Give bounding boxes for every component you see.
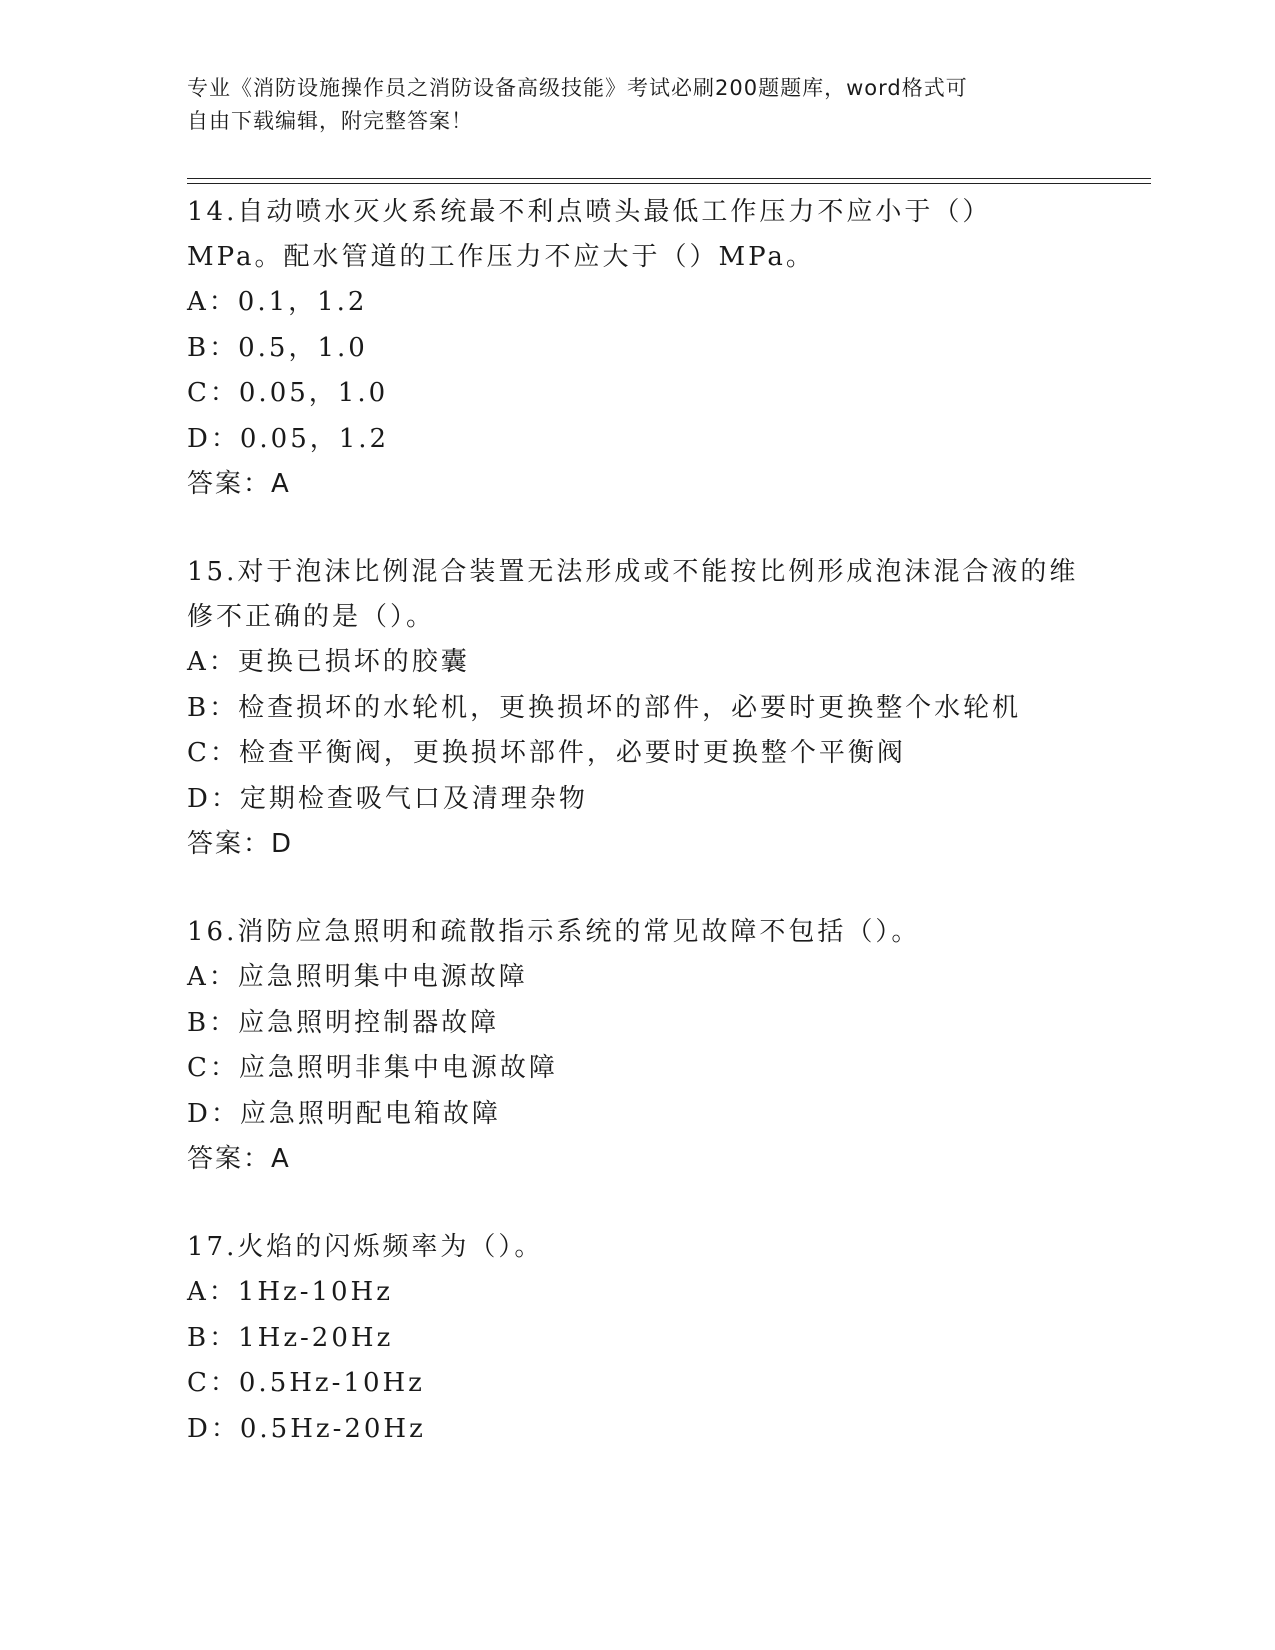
option-b: B：应急照明控制器故障 bbox=[187, 1007, 500, 1038]
question-15 bbox=[187, 550, 1151, 867]
header-line-1: 专业《消防设施操作员之消防设备高级技能》考试必刷200题题库，word格式可 bbox=[187, 76, 968, 100]
option-d: D：0.5Hz-20Hz bbox=[187, 1413, 426, 1444]
header-rule-top bbox=[187, 178, 1151, 179]
header-line-2: 自由下载编辑，附完整答案！ bbox=[187, 109, 473, 133]
option-a: A：0.1，1.2 bbox=[187, 287, 368, 317]
question-text: 14.自动喷水灭火系统最不利点喷头最低工作压力不应小于（）MPa。配水管道的工作压力不应大于（）MPa。 bbox=[187, 197, 992, 272]
option-c: C：0.05，1.0 bbox=[187, 378, 389, 408]
document-header bbox=[187, 72, 1087, 138]
question-text: 16.消防应急照明和疏散指示系统的常见故障不包括（）。 bbox=[187, 917, 921, 947]
option-a: A：1Hz-10Hz bbox=[187, 1277, 393, 1307]
question-16 bbox=[187, 910, 1151, 1182]
option-b: B：1Hz-20Hz bbox=[187, 1322, 394, 1353]
option-b: B：检查损坏的水轮机，更换损坏的部件，必要时更换整个水轮机 bbox=[187, 692, 1022, 723]
option-c: C：应急照明非集中电源故障 bbox=[187, 1053, 558, 1083]
option-a: A：更换已损坏的胶囊 bbox=[187, 647, 470, 677]
option-d: D：应急照明配电箱故障 bbox=[187, 1098, 501, 1129]
question-text: 17.火焰的闪烁频率为（）。 bbox=[187, 1232, 544, 1262]
question-text: 15.对于泡沫比例混合装置无法形成或不能按比例形成泡沫混合液的维修不正确的是（）。 bbox=[187, 557, 1079, 632]
option-a: A：应急照明集中电源故障 bbox=[187, 962, 528, 992]
question-list bbox=[187, 190, 1151, 1452]
option-d: D：定期检查吸气口及清理杂物 bbox=[187, 783, 588, 814]
answer-line: 答案：A bbox=[187, 1144, 291, 1174]
option-d: D：0.05，1.2 bbox=[187, 423, 390, 454]
header-rule-bottom bbox=[187, 183, 1151, 184]
question-14 bbox=[187, 190, 1151, 507]
option-b: B：0.5，1.0 bbox=[187, 332, 368, 363]
answer-line: 答案：D bbox=[187, 829, 294, 859]
option-c: C：检查平衡阀，更换损坏部件，必要时更换整个平衡阀 bbox=[187, 738, 906, 768]
question-17 bbox=[187, 1225, 1151, 1452]
option-c: C：0.5Hz-10Hz bbox=[187, 1368, 425, 1398]
answer-line: 答案：A bbox=[187, 469, 291, 499]
